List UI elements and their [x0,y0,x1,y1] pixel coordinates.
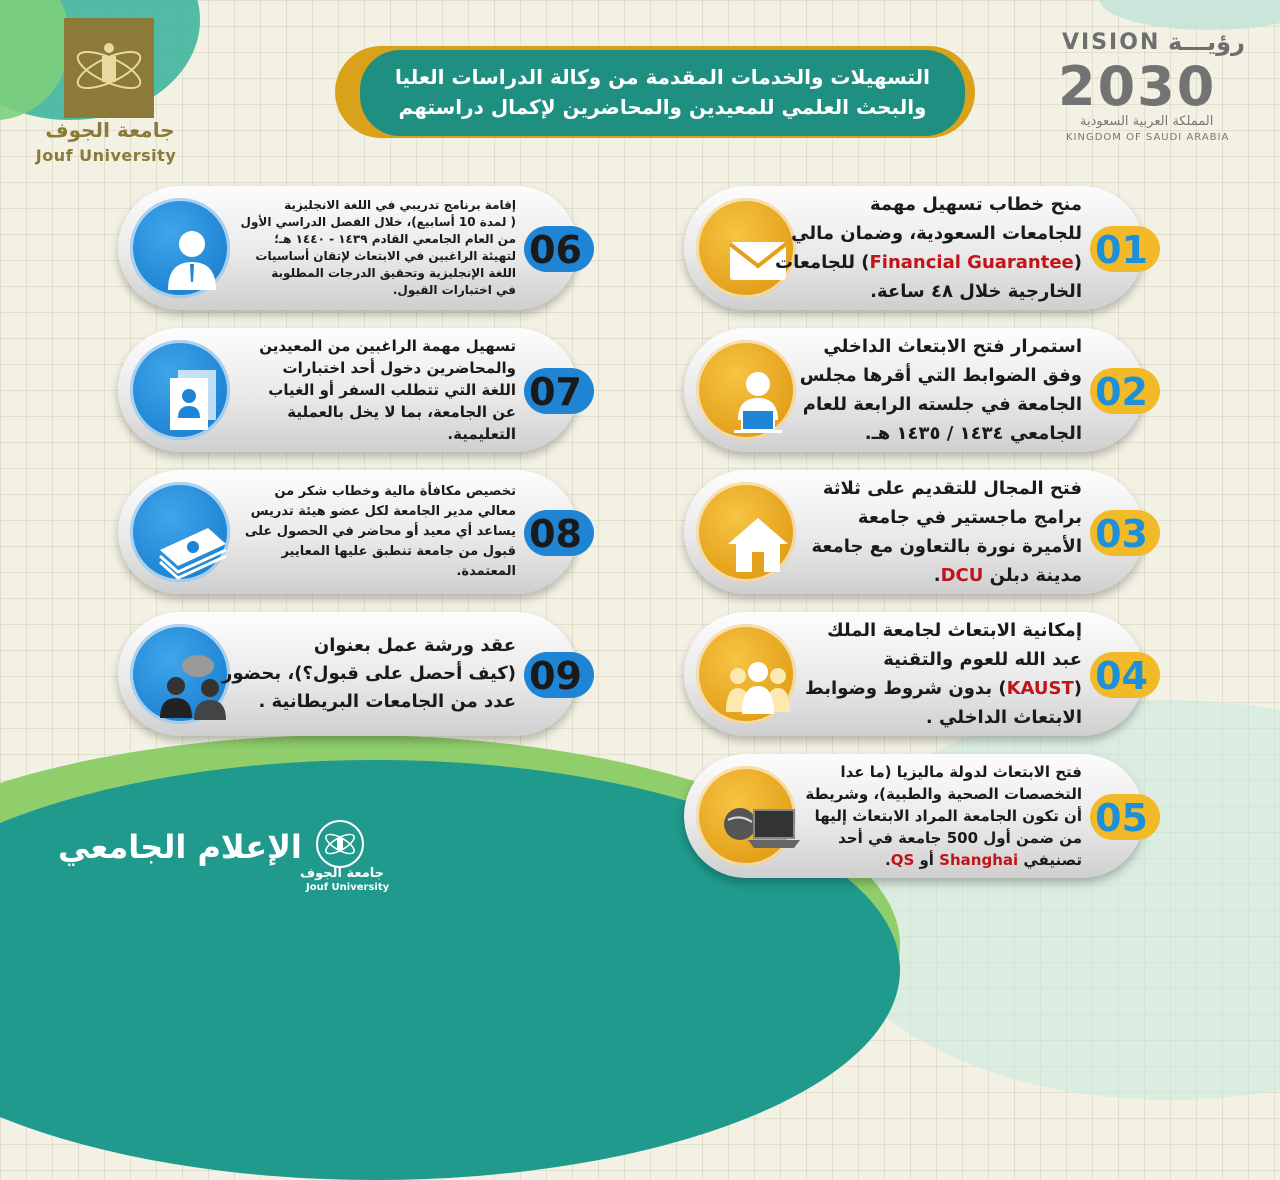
group-icon [696,624,796,724]
item-line: قبول من جامعة تنطبق عليها المعايير [281,544,516,559]
item-card-04 [684,612,1148,736]
item-line: أن تكون الجامعة المراد الابتعاث إليها [814,807,1082,825]
item-line: عن الجامعة، بما لا يخل بالعملية [287,403,516,421]
footer-logo-en: Jouf University [306,882,390,893]
item-line: معالي مدير الجامعة لكل عضو هيئة تدريس [250,504,516,519]
item-card-05 [684,754,1148,878]
page-title [360,50,965,136]
item-line: (كيف أحصل على قبول؟)، بحضور [221,663,516,684]
home-icon [696,482,796,582]
item-line: إمكانية الابتعاث لجامعة الملك [827,620,1082,641]
item-line: عقد ورشة عمل بعنوان [313,635,516,656]
item-line: منح خطاب تسهيل مهمة [869,194,1082,215]
vision-word-ar: رؤيـــة [1168,28,1245,56]
item-number: 03 [1095,512,1148,556]
item-text [221,612,516,736]
item-line: للجامعات السعودية، وضمان مالي [791,223,1082,244]
item-line: من العام الجامعي القادم ١٤٣٩ - ١٤٤٠ هـ؛ [274,232,516,246]
item-line: المعتمدة. [456,564,516,579]
item-line: يساعد أي معيد أو محاضر في الحصول على [244,524,516,539]
decor-blob [1100,0,1280,30]
item-card-09 [118,612,582,736]
item-line: لتهيئة الراغبين في الابتعاث لإتقان أساسيات [255,249,516,263]
item-card-06 [118,186,582,310]
item-text [236,186,516,310]
presenter-icon [696,340,796,440]
vision-year: 2030 [1058,55,1217,118]
item-text [802,470,1082,594]
item-line: فتح الابتعاث لدولة ماليزيا (ما عدا [840,763,1082,781]
highlight-term: DCU [940,565,984,586]
item-line: (Financial Guarantee) للجامعات [775,252,1082,273]
item-text [236,470,516,594]
vision-country-en: KINGDOM OF SAUDI ARABIA [1066,132,1230,143]
item-line: الابتعاث الداخلي . [925,707,1082,728]
item-line: الجامعي ١٤٣٤ / ١٤٣٥ هـ. [864,423,1082,444]
item-line: تسهيل مهمة الراغبين من المعيدين [259,337,516,355]
documents-icon [130,340,230,440]
item-line: وفق الضوابط التي أقرها مجلس [799,365,1082,386]
item-line: ( لمدة 10 أسابيع)، خلال الفصل الدراسي الأول [240,215,516,229]
item-text [236,328,516,452]
item-number: 05 [1095,796,1148,840]
item-line: عبد الله للعوم والتقنية [883,649,1082,670]
title-line: والبحث العلمي للمعيدين والمحاضرين لإكمال دراستهم [398,95,927,119]
item-line: من ضمن أول 500 جامعة في أحد [838,829,1082,847]
item-line: اللغة الإنجليزية وتحقيق الدرجات المطلوبة [271,266,516,280]
university-name-ar: جامعة الجوف [45,118,175,142]
item-text [799,328,1082,452]
item-number: 02 [1095,370,1148,414]
item-line: والمحاضرين دخول أحد اختبارات [282,359,516,377]
item-line: مدينة دبلن DCU. [933,565,1082,586]
item-line: (KAUST) بدون شروط وضوابط [804,678,1082,699]
item-number: 08 [529,512,582,556]
discussion-icon [130,624,230,724]
vision-word: VISION [1062,30,1161,55]
item-line: اللغة التي تتطلب السفر أو الغياب [268,381,516,399]
person-icon [130,198,230,298]
item-text [775,186,1082,310]
item-card-02 [684,328,1148,452]
university-name-en: Jouf University [35,146,177,165]
vision-country-ar: المملكة العربية السعودية [1080,114,1214,129]
item-line: تصنيفي Shanghai أو QS. [884,851,1082,869]
item-line: التخصصات الصحية والطبية)، وشريطة [805,785,1082,803]
item-line: فتح المجال للتقديم على ثلاثة [822,478,1082,499]
footer-university-logo [316,820,364,868]
item-number: 01 [1095,228,1148,272]
item-number: 07 [529,370,582,414]
money-icon [130,482,230,582]
item-card-01 [684,186,1148,310]
highlight-term: Financial Guarantee [869,252,1074,273]
item-line: التعليمية. [447,425,516,443]
item-card-08 [118,470,582,594]
item-text [802,754,1082,878]
item-line: استمرار فتح الابتعاث الداخلي [823,336,1082,357]
item-text [802,612,1082,736]
media-label: الإعلام الجامعي [58,828,302,866]
globe-laptop-icon [696,766,796,866]
title-line: التسهيلات والخدمات المقدمة من وكالة الدراسات العليا [395,65,930,89]
highlight-term: Shanghai [939,851,1019,869]
item-card-03 [684,470,1148,594]
item-line: الأميرة نورة بالتعاون مع جامعة [811,536,1082,557]
footer-logo-ar: جامعة الجوف [300,866,385,881]
item-line: تخصيص مكافأة مالية وخطاب شكر من [274,484,516,499]
highlight-term: QS [890,851,915,869]
item-card-07 [118,328,582,452]
item-line: الجامعة في جلسته الرابعة للعام [802,394,1082,415]
university-logo [64,18,154,118]
item-line: الخارجية خلال ٤٨ ساعة. [870,281,1082,302]
item-line: إقامة برنامج تدريبي في اللغة الانجليزية [284,198,516,212]
item-line: برامج ماجستير في جامعة [857,507,1082,528]
highlight-term: KAUST [1006,678,1074,699]
item-line: في اختبارات القبول. [392,283,516,297]
item-number: 06 [529,228,582,272]
item-line: عدد من الجامعات البريطانية . [258,691,516,712]
item-number: 04 [1095,654,1148,698]
item-number: 09 [529,654,582,698]
